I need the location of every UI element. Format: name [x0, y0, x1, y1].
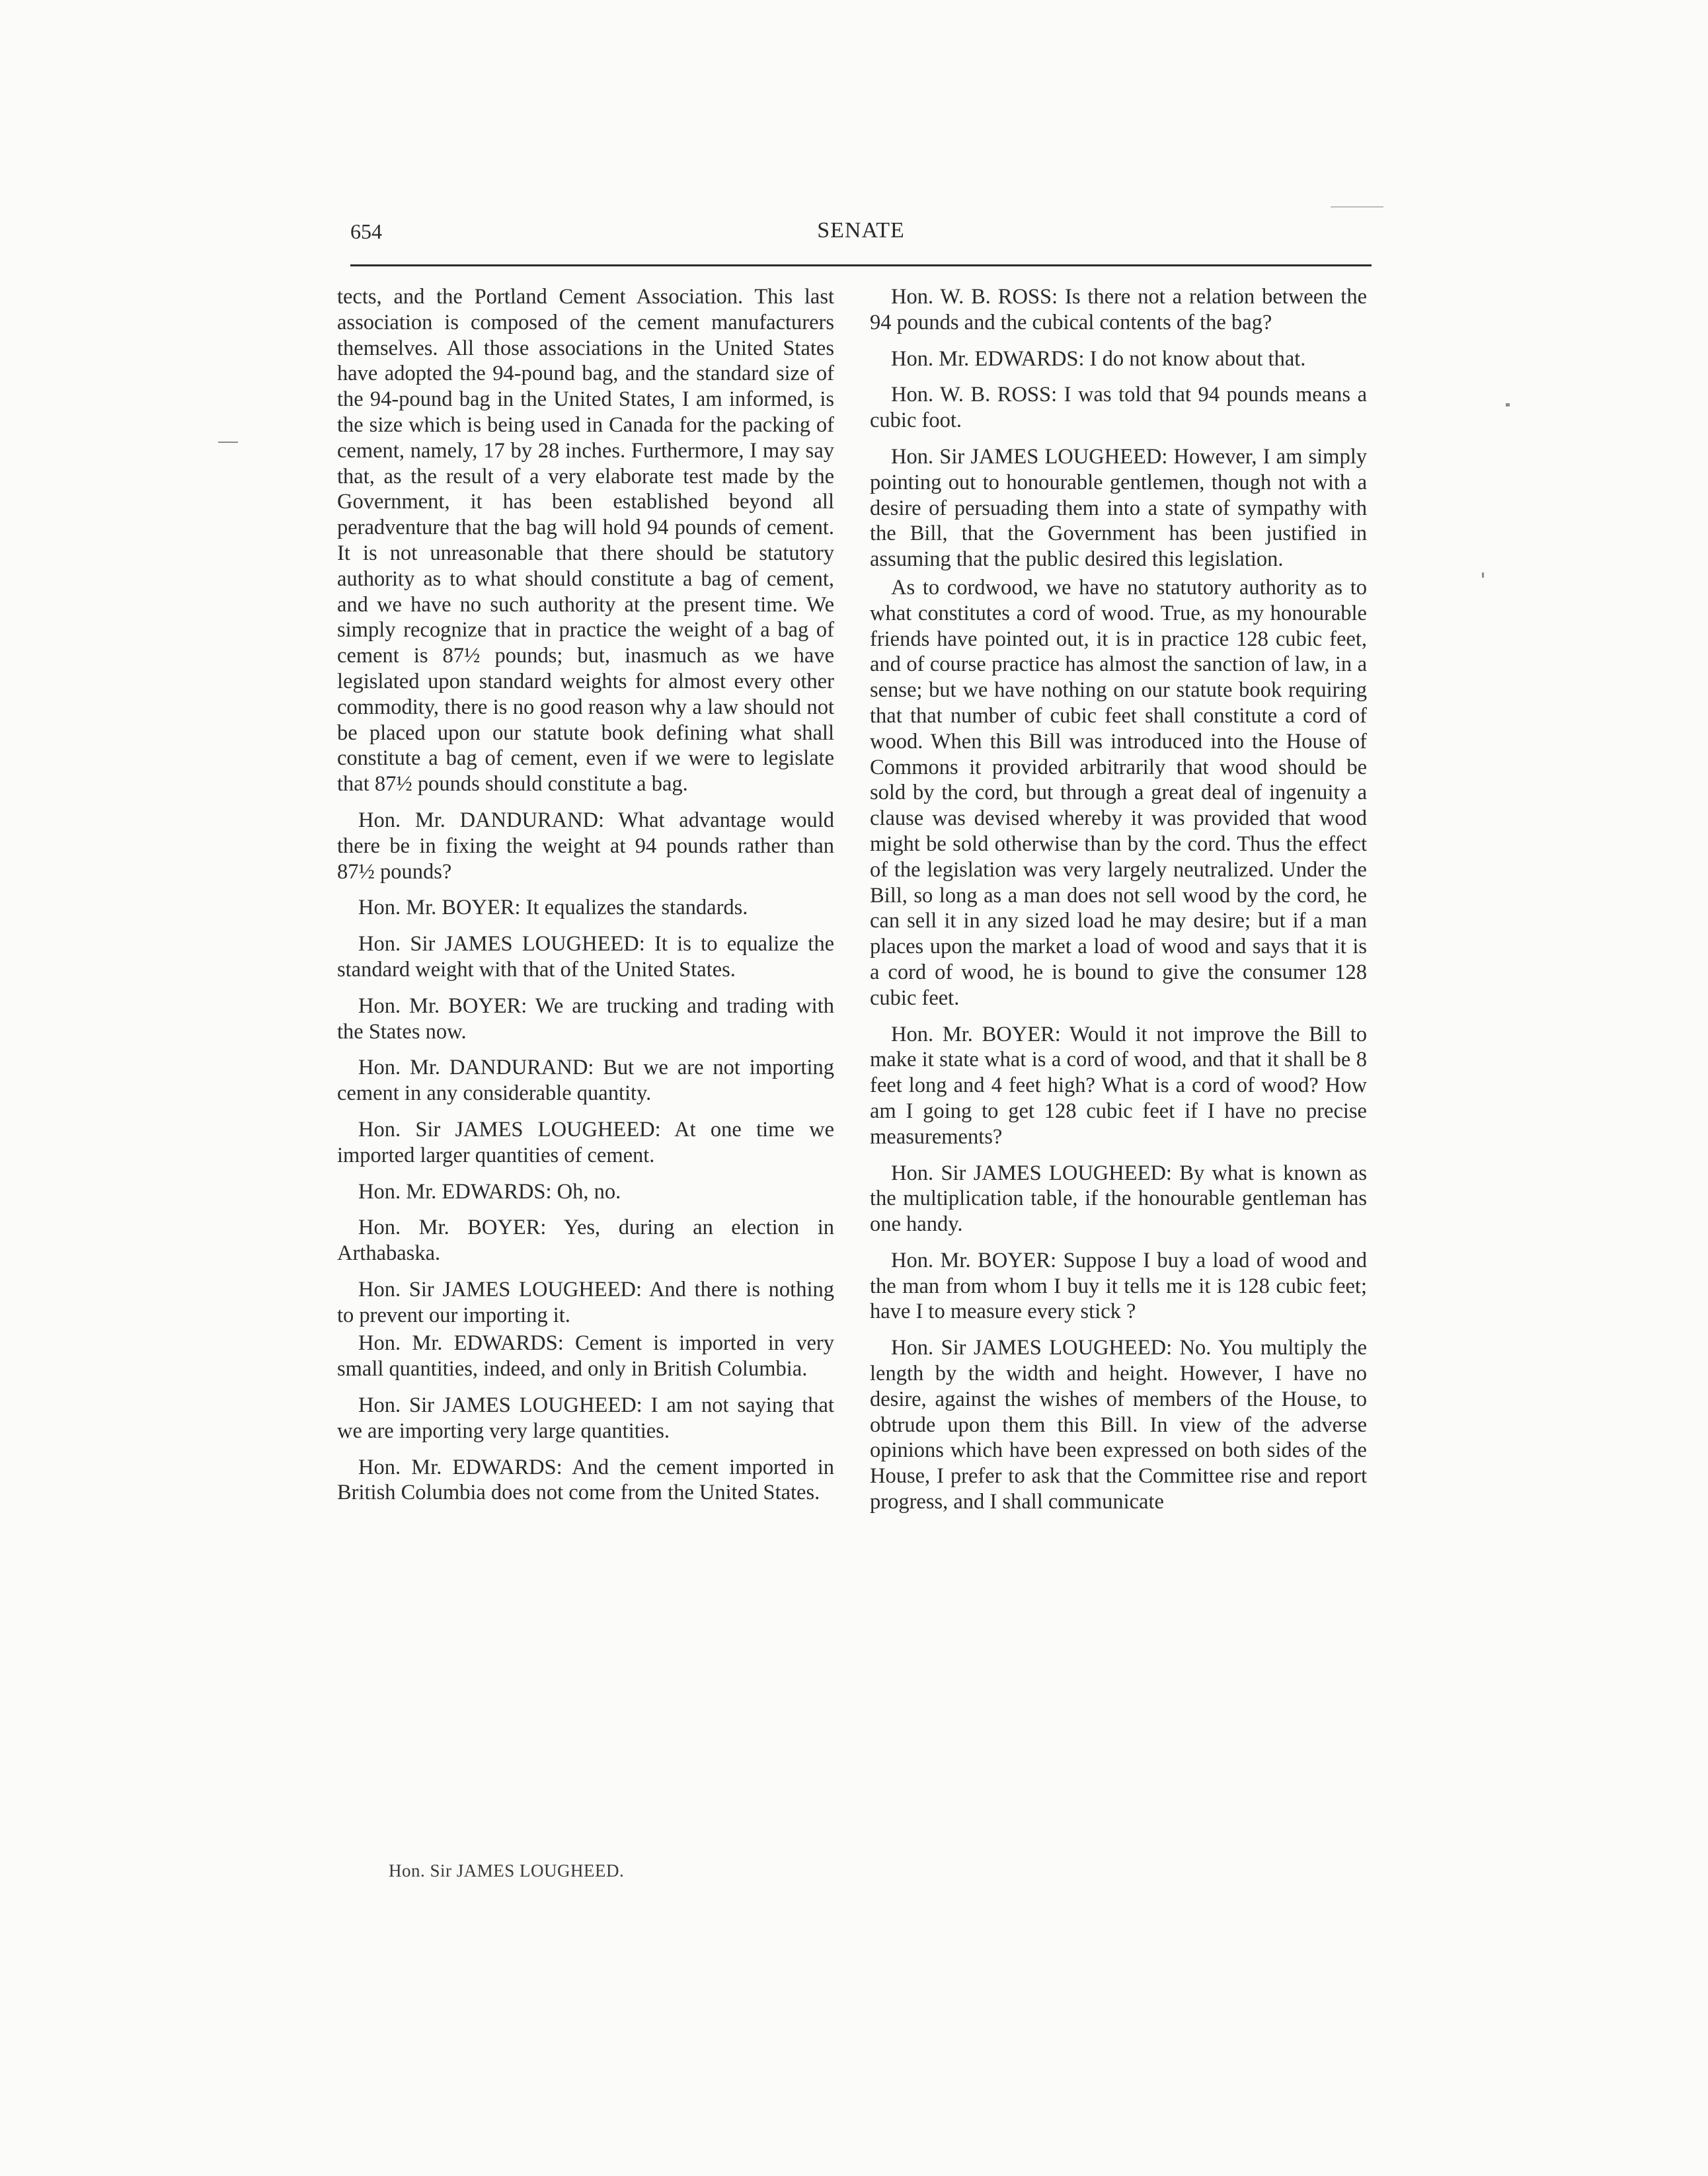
page-header	[350, 212, 1372, 266]
scan-mark	[1506, 403, 1510, 407]
paragraph: Hon. Sir JAMES LOUGHEED: No. You multiply the length by the width and height. However, I have no desire, against the wishes of members of the House, to obtrude upon them this Bill. In view of the adverse opinions which have been expressed on both sides of the House, I prefer to ask that the Committee rise and report progress, and I shall communicate	[870, 1336, 1367, 1514]
paragraph: Hon. Mr. EDWARDS: And the cement imported in British Columbia does not come from the United States.	[337, 1455, 834, 1505]
paragraph: As to cordwood, we have no statutory authority as to what constitutes a cord of wood. True, as my honourable friends have pointed out, it is in practice 128 cubic feet, and of course practice has almost the sanction of law, in a sense; but we have nothing on our statute book requiring that that number of cubic feet shall constitute a cord of wood. When this Bill was introduced into the House of Commons it provided arbitrarily that wood should be sold by the cord, but through a great deal of ingenuity a clause was devised whereby it was provided that wood might be sold otherwise than by the cord. Thus the effect of the legislation was very largely neutralized. Under the Bill, so long as a man does not sell wood by the cord, he can sell it in any sized load he may desire; but if a man places upon the market a load of wood and says that it is a cord of wood, he is bound to give the consumer 128 cubic feet.	[870, 575, 1367, 1010]
paragraph: Hon. Mr. BOYER: It equalizes the standards.	[358, 896, 748, 920]
paragraph: Hon. Mr. EDWARDS: Oh, no.	[358, 1179, 621, 1204]
paragraph: Hon. Sir JAMES LOUGHEED: At one time we imported larger quantities of cement.	[337, 1117, 834, 1167]
paragraph: Hon. Sir JAMES LOUGHEED: It is to equalize the standard weight with that of the United States.	[337, 932, 834, 982]
paragraph: Hon. Mr. BOYER: Yes, during an election in Arthabaska.	[337, 1216, 834, 1266]
paragraph: Hon. Sir JAMES LOUGHEED: By what is known as the multiplication table, if the honourable gentleman has one handy.	[870, 1161, 1367, 1237]
paragraph: Hon. Sir JAMES LOUGHEED: However, I am simply pointing out to honourable gentlemen, though not with a desire of persuading them into a state of sympathy with the Bill, that the Government has been justified in assuming that the public desired this legislation.	[870, 444, 1367, 572]
right-column	[870, 284, 1367, 1526]
paragraph: Hon. W. B. ROSS: I was told that 94 pounds means a cubic foot.	[870, 383, 1367, 433]
catchword: Hon. Sir JAMES LOUGHEED.	[389, 1861, 625, 1881]
paragraph: tects, and the Portland Cement Association. This last association is composed of the cement manufacturers themselves. All those associations in the United States have adopted the 94-pound bag, and the standard size of the 94-pound bag in the United States, I am informed, is the size which is being used in Canada for the packing of cement, namely, 17 by 28 inches. Furthermore, I may say that, as the result of a very elaborate test made by the Government, it has been established beyond all peradventure that the bag will hold 94 pounds of cement. It is not unreasonable that there should be statutory authority as to what should constitute a bag of cement, and we have no such authority at the present time. We simply recognize that in practice the weight of a bag of cement is 87½ pounds; but, inasmuch as we have legislated upon standard weights for almost every other commodity, there is no good reason why a law should not be placed upon our statute book defining what shall constitute a bag of cement, even if we were to legislate that 87½ pounds should constitute a bag.	[337, 285, 834, 797]
paragraph: Hon. Sir JAMES LOUGHEED: I am not saying that we are importing very large quantities.	[337, 1393, 834, 1443]
paragraph: Hon. Mr. EDWARDS: Cement is imported in very small quantities, indeed, and only in British Columbia.	[337, 1331, 834, 1381]
scan-mark	[1482, 572, 1484, 578]
paragraph: Hon. Mr. DANDURAND: But we are not importing cement in any considerable quantity.	[337, 1056, 834, 1106]
running-title: SENATE	[817, 218, 905, 243]
paragraph: Hon. W. B. ROSS: Is there not a relation between the 94 pounds and the cubical contents of the bag?	[870, 285, 1367, 334]
paragraph: Hon. Mr. BOYER: Would it not improve the Bill to make it state what is a cord of wood, and that it shall be 8 feet long and 4 feet high? What is a cord of wood? How am I going to get 128 cubic feet if I have no precise measurements?	[870, 1022, 1367, 1149]
scan-mark	[218, 442, 238, 443]
left-column	[337, 284, 834, 1516]
page-number: 654	[350, 219, 382, 243]
paragraph: Hon. Mr. BOYER: We are trucking and trading with the States now.	[337, 993, 834, 1044]
scan-mark	[1331, 206, 1383, 208]
paragraph: Hon. Sir JAMES LOUGHEED: And there is nothing to prevent our importing it.	[337, 1277, 834, 1327]
paragraph: Hon. Mr. BOYER: Suppose I buy a load of wood and the man from whom I buy it tells me it is 128 cubic feet; have I to measure every stick ?	[870, 1248, 1367, 1324]
paragraph: Hon. Mr. EDWARDS: I do not know about that.	[891, 346, 1306, 371]
paragraph: Hon. Mr. DANDURAND: What advantage would there be in fixing the weight at 94 pounds rather than 87½ pounds?	[337, 808, 834, 884]
